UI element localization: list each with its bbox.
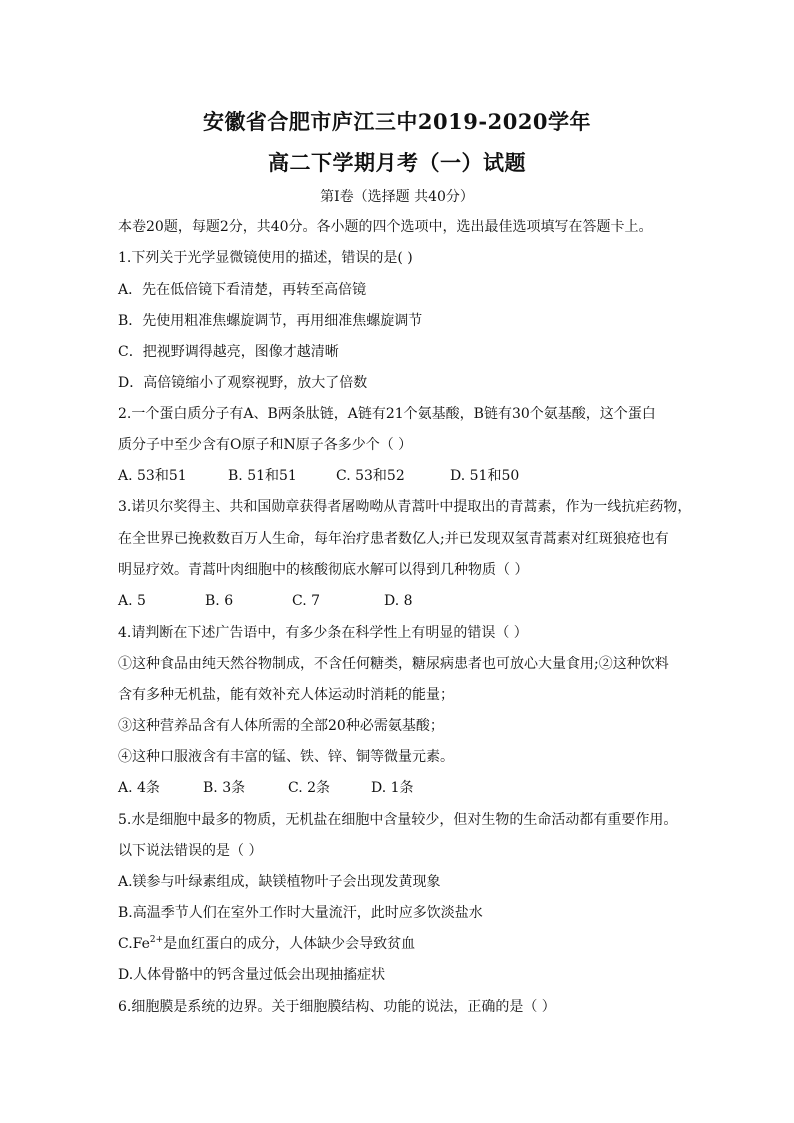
q4-option-d: D. 1条 (371, 780, 414, 796)
q2-option-c: C. 53和52 (336, 468, 405, 484)
q4-stem: 4.请判断在下述广告语中，有多少条在科学性上有明显的错误（ ） (118, 625, 528, 641)
q4-options (118, 779, 414, 797)
section-heading: 第Ⅰ卷（选择题 共40分） (320, 189, 474, 205)
q4-statement-3: ③这种营养品含有人体所需的全部20种必需氨基酸； (118, 718, 444, 734)
q5-option-b: B.高温季节人们在室外工作时大量流汗，此时应多饮淡盐水 (118, 905, 483, 921)
q1-option-b: B．先使用粗准焦螺旋调节，再用细准焦螺旋调节 (118, 313, 423, 329)
q3-options (118, 592, 413, 610)
q3-option-d: D. 8 (384, 593, 413, 609)
instructions: 本卷20题，每题2分，共40分。各小题的四个选项中，选出最佳选项填写在答题卡上。 (118, 219, 653, 235)
q4-statement-1: ①这种食品由纯天然谷物制成，不含任何糖类，糖尿病患者也可放心大量食用;②这种饮料 (118, 656, 669, 672)
q3-stem-line1: 3.诺贝尔奖得主、共和国勋章获得者屠呦呦从青蒿叶中提取出的青蒿素，作为一线抗疟药物， (118, 499, 692, 515)
q3-option-a: A. 5 (118, 593, 146, 609)
q4-option-c: C. 2条 (288, 780, 331, 796)
q3-option-c: C. 7 (292, 593, 321, 609)
q3-stem-line2: 在全世界已挽救数百万人生命，每年治疗患者数亿人;并已发现双氢青蒿素对红斑狼疮也有 (118, 531, 669, 547)
q1-option-a: A．先在低倍镜下看清楚，再转至高倍镜 (118, 282, 367, 298)
q5-stem-line1: 5.水是细胞中最多的物质，无机盐在细胞中含量较少，但对生物的生命活动都有重要作用。 (118, 812, 678, 828)
q2-options (118, 467, 519, 485)
q2-option-a: A. 53和51 (118, 468, 187, 484)
q5-option-c-superscript: 2+ (149, 935, 164, 945)
q6-stem: 6.细胞膜是系统的边界。关于细胞膜结构、功能的说法，正确的是（ ） (118, 999, 556, 1015)
q4-statement-4: ④这种口服液含有丰富的锰、铁、锌、铜等微量元素。 (118, 749, 454, 765)
q3-option-b: B. 6 (205, 593, 234, 609)
q5-option-c-prefix: C.Fe (118, 936, 150, 952)
q2-stem-line2: 质分子中至少含有O原子和N原子各多少个（ ） (118, 437, 413, 453)
q3-stem-line3: 明显疗效。青蒿叶肉细胞中的核酸彻底水解可以得到几种物质（ ） (118, 562, 529, 578)
exam-title-line1: 安徽省合肥市庐江三中2019-2020学年 (202, 109, 592, 134)
q1-option-d: D．高倍镜缩小了观察视野，放大了倍数 (118, 375, 368, 391)
q2-option-d: D. 51和50 (450, 468, 520, 484)
q5-option-c-text: 是血红蛋白的成分，人体缺少会导致贫血 (163, 936, 416, 952)
q5-option-c (118, 935, 415, 953)
q4-option-a: A. 4条 (118, 780, 160, 796)
q2-stem-line1: 2.一个蛋白质分子有A、B两条肽链，A链有21个氨基酸，B链有30个氨基酸，这个蛋白 (118, 406, 656, 422)
q5-option-a: A.镁参与叶绿素组成，缺镁植物叶子会出现发黄现象 (118, 874, 441, 890)
q2-option-b: B. 51和51 (228, 468, 297, 484)
q4-option-b: B. 3条 (203, 780, 246, 796)
q5-stem-line2: 以下说法错误的是（ ） (118, 843, 263, 859)
q1-option-c: C．把视野调得越亮，图像才越清晰 (118, 344, 339, 360)
q5-option-d: D.人体骨骼中的钙含量过低会出现抽搐症状 (118, 967, 386, 983)
exam-title-line2: 高二下学期月考（一）试题 (268, 150, 526, 175)
q4-statement-2: 含有多种无机盐，能有效补充人体运动时消耗的能量； (118, 687, 454, 703)
q1-stem: 1.下列关于光学显微镜使用的描述，错误的是( ) (118, 250, 413, 266)
